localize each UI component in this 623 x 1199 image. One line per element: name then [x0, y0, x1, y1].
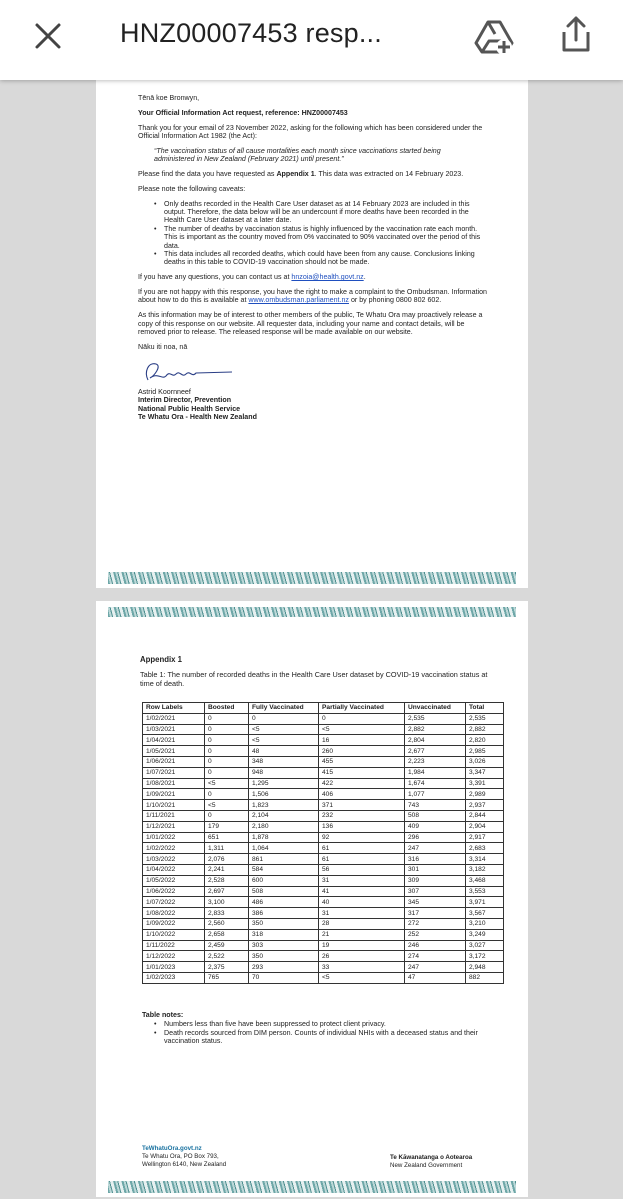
table-cell: 2,535 [405, 713, 466, 724]
table-row [143, 972, 504, 983]
table-cell: 584 [249, 864, 319, 875]
list-item: • The number of deaths by vaccination status is highly influenced by the vaccination rate each month. This is important as the country moved from 0% vaccinated to 90% vaccinated over the period of this data. [154, 225, 488, 250]
table-cell: 2,459 [205, 940, 249, 951]
table-cell: 1,984 [405, 767, 466, 778]
table-cell: 3,210 [466, 918, 504, 929]
table-cell: 0 [205, 756, 249, 767]
table-cell: 247 [405, 843, 466, 854]
table-cell: 136 [319, 821, 405, 832]
table-cell: 317 [405, 908, 466, 919]
table-cell: 1/09/2021 [143, 789, 205, 800]
table-cell: 2,522 [205, 951, 249, 962]
table-cell: 345 [405, 897, 466, 908]
table-cell: 41 [319, 886, 405, 897]
table-row [143, 724, 504, 735]
table-cell: 1,878 [249, 832, 319, 843]
table-row [143, 864, 504, 875]
email-link[interactable]: hnzoia@health.govt.nz [291, 273, 364, 282]
table-cell: 70 [249, 972, 319, 983]
table-cell: 3,347 [466, 767, 504, 778]
letter-paragraph: Thank you for your email of 23 November 2022, asking for the following which has been considered under the Official Information Act 1982 (the Act): [138, 123, 483, 140]
table-cell: 350 [249, 918, 319, 929]
table-cell: 2,104 [249, 810, 319, 821]
notes-heading: Table notes: [142, 1011, 184, 1019]
table-row [143, 897, 504, 908]
letter-body [138, 94, 488, 422]
table-cell: 61 [319, 854, 405, 865]
add-to-drive-icon[interactable] [474, 16, 514, 56]
table-header-row [143, 703, 504, 714]
table-cell: 2,882 [466, 724, 504, 735]
table-cell: 0 [205, 724, 249, 735]
table-cell: 743 [405, 800, 466, 811]
table-cell: 1/01/2022 [143, 832, 205, 843]
list-item: • Death records sourced from DIM person. Counts of individual NHIs with a deceased status and their vaccination status. [154, 1029, 482, 1046]
table-cell: 1,064 [249, 843, 319, 854]
table-cell: 1/04/2021 [143, 735, 205, 746]
list-item: • This data includes all recorded deaths, which could have been from any cause. Conclusions linking deaths in this table to COVID-19 vaccination should not be made. [154, 250, 488, 267]
table-cell: 1/10/2021 [143, 800, 205, 811]
table-row [143, 908, 504, 919]
table-cell: 0 [205, 810, 249, 821]
table-cell: 3,553 [466, 886, 504, 897]
table-row [143, 746, 504, 757]
table-row [143, 929, 504, 940]
table-cell: 422 [319, 778, 405, 789]
table-row [143, 810, 504, 821]
table-notes [142, 1011, 482, 1046]
table-cell: 2,241 [205, 864, 249, 875]
closing: Nāku iti noa, nā [138, 342, 188, 351]
table-cell: 1/01/2023 [143, 962, 205, 973]
table-cell: 2,180 [249, 821, 319, 832]
table-cell: 2,904 [466, 821, 504, 832]
table-cell: 1,295 [249, 778, 319, 789]
table-cell: 651 [205, 832, 249, 843]
table-row [143, 767, 504, 778]
table-cell: 1/12/2021 [143, 821, 205, 832]
notes-list [154, 1020, 482, 1045]
share-icon[interactable] [558, 14, 594, 54]
table-cell: 1,077 [405, 789, 466, 800]
table-row [143, 875, 504, 886]
table-cell: 318 [249, 929, 319, 940]
table-cell: 0 [205, 735, 249, 746]
footer-address: TeWhatuOra.govt.nz Te Whatu Ora, PO Box 793, Wellington 6140, New Zealand [142, 1145, 227, 1168]
table-cell: <5 [205, 800, 249, 811]
table-cell: 1/09/2022 [143, 918, 205, 929]
table-cell: 2,937 [466, 800, 504, 811]
table-cell: 309 [405, 875, 466, 886]
footer-url: TeWhatuOra.govt.nz [142, 1145, 202, 1152]
column-header: Row Labels [143, 703, 205, 714]
table-row [143, 854, 504, 865]
table-cell: 274 [405, 951, 466, 962]
table-cell: 179 [205, 821, 249, 832]
table-cell: 508 [405, 810, 466, 821]
table-cell: 247 [405, 962, 466, 973]
table-cell: 415 [319, 767, 405, 778]
table-row [143, 778, 504, 789]
column-header: Boosted [205, 703, 249, 714]
table-cell: 861 [249, 854, 319, 865]
table-cell: 3,468 [466, 875, 504, 886]
table-cell: 508 [249, 886, 319, 897]
table-cell: 386 [249, 908, 319, 919]
table-cell: 2,844 [466, 810, 504, 821]
table-row [143, 800, 504, 811]
table-row [143, 962, 504, 973]
table-cell: 0 [319, 713, 405, 724]
table-cell: 296 [405, 832, 466, 843]
table-cell: 21 [319, 929, 405, 940]
table-cell: 348 [249, 756, 319, 767]
table-cell: 3,182 [466, 864, 504, 875]
table-cell: 1/07/2021 [143, 767, 205, 778]
table-cell: 948 [249, 767, 319, 778]
table-cell: 1/06/2021 [143, 756, 205, 767]
table-cell: 26 [319, 951, 405, 962]
table-cell: 0 [249, 713, 319, 724]
table-cell: 406 [319, 789, 405, 800]
table-cell: 2,560 [205, 918, 249, 929]
table-row [143, 843, 504, 854]
table-cell: 47 [405, 972, 466, 983]
table-cell: 765 [205, 972, 249, 983]
table-body [143, 713, 504, 983]
table-cell: 246 [405, 940, 466, 951]
table-row [143, 832, 504, 843]
table-cell: 1/08/2022 [143, 908, 205, 919]
table-cell: 56 [319, 864, 405, 875]
table-cell: 232 [319, 810, 405, 821]
government-logo-text: Te Kāwanatanga o Aotearoa New Zealand Government [390, 1154, 473, 1169]
table-cell: 600 [249, 875, 319, 886]
ombudsman-link[interactable]: www.ombudsman.parliament.nz [248, 296, 349, 305]
table-cell: 455 [319, 756, 405, 767]
table-cell: 16 [319, 735, 405, 746]
decorative-band [108, 1181, 516, 1193]
table-cell: <5 [319, 724, 405, 735]
table-cell: 2,948 [466, 962, 504, 973]
table-cell: 31 [319, 875, 405, 886]
list-item: • Only deaths recorded in the Health Care User dataset as at 14 February 2023 are included in this output. Therefore, the data below will be an undercount if more deaths have been recorded in the Health Care User dataset at a later date. [154, 200, 488, 225]
table-cell: 1/03/2022 [143, 854, 205, 865]
table-cell: 0 [205, 713, 249, 724]
table-cell: 1,506 [249, 789, 319, 800]
table-cell: 252 [405, 929, 466, 940]
letter-paragraph: Please find the data you have requested as Appendix 1. This data was extracted on 14 February 2023. [138, 170, 464, 178]
table-cell: 1/05/2022 [143, 875, 205, 886]
top-app-bar [0, 0, 623, 80]
table-cell: 19 [319, 940, 405, 951]
table-row [143, 951, 504, 962]
table-cell: 0 [205, 789, 249, 800]
table-cell: 3,026 [466, 756, 504, 767]
table-cell: 293 [249, 962, 319, 973]
table-cell: 1/12/2022 [143, 951, 205, 962]
table-cell: 40 [319, 897, 405, 908]
table-cell: 3,391 [466, 778, 504, 789]
table-cell: 2,223 [405, 756, 466, 767]
table-cell: 2,375 [205, 962, 249, 973]
column-header: Partially Vaccinated [319, 703, 405, 714]
table-cell: 0 [205, 746, 249, 757]
table-cell: 1/11/2022 [143, 940, 205, 951]
table-cell: 2,697 [205, 886, 249, 897]
table-cell: 31 [319, 908, 405, 919]
close-icon[interactable] [30, 18, 66, 54]
table-row [143, 918, 504, 929]
table-cell: 1,674 [405, 778, 466, 789]
table-row [143, 735, 504, 746]
letter-paragraph: If you have any questions, you can contact us at hnzoia@health.govt.nz. [138, 273, 366, 282]
table-cell: 2,804 [405, 735, 466, 746]
table-cell: <5 [205, 778, 249, 789]
table-cell: 3,567 [466, 908, 504, 919]
table-cell: 2,833 [205, 908, 249, 919]
table-cell: 371 [319, 800, 405, 811]
column-header: Total [466, 703, 504, 714]
table-cell: 486 [249, 897, 319, 908]
caveats-intro: Please note the following caveats: [138, 184, 246, 193]
table-row [143, 886, 504, 897]
table-row [143, 756, 504, 767]
document-page-1 [96, 80, 528, 588]
table-cell: 92 [319, 832, 405, 843]
table-cell: 303 [249, 940, 319, 951]
table-cell: 409 [405, 821, 466, 832]
table-cell: 1/05/2021 [143, 746, 205, 757]
table-cell: 1,823 [249, 800, 319, 811]
table-cell: 61 [319, 843, 405, 854]
deaths-table [142, 702, 504, 984]
table-cell: 2,076 [205, 854, 249, 865]
table-cell: <5 [319, 972, 405, 983]
table-cell: 1/03/2021 [143, 724, 205, 735]
table-cell: <5 [249, 735, 319, 746]
table-cell: 2,535 [466, 713, 504, 724]
table-cell: 1/02/2023 [143, 972, 205, 983]
table-row [143, 821, 504, 832]
decorative-band [108, 572, 516, 584]
table-cell: 3,172 [466, 951, 504, 962]
table-cell: 2,882 [405, 724, 466, 735]
table-cell: 0 [205, 767, 249, 778]
table-cell: 3,971 [466, 897, 504, 908]
table-cell: 1/06/2022 [143, 886, 205, 897]
table-cell: 3,027 [466, 940, 504, 951]
table-cell: 301 [405, 864, 466, 875]
request-quote: “The vaccination status of all cause mortalities each month since vaccinations started being administered in New Zealand (February 2021) until present.” [154, 146, 441, 164]
table-cell: 2,820 [466, 735, 504, 746]
table-row [143, 713, 504, 724]
table-cell: 1/08/2021 [143, 778, 205, 789]
document-title: HNZ00007453 resp... [120, 18, 382, 48]
table-row [143, 940, 504, 951]
table-cell: 260 [319, 746, 405, 757]
document-page-2 [96, 601, 528, 1197]
table-cell: 2,677 [405, 746, 466, 757]
table-cell: 2,989 [466, 789, 504, 800]
table-cell: 1,311 [205, 843, 249, 854]
appendix-heading: Appendix 1 [140, 655, 183, 664]
table-cell: 350 [249, 951, 319, 962]
letter-subject: Your Official Information Act request, reference: HNZ00007453 [138, 108, 348, 117]
table-cell: 1/10/2022 [143, 929, 205, 940]
table-cell: 2,658 [205, 929, 249, 940]
table-row [143, 789, 504, 800]
table-cell: 2,985 [466, 746, 504, 757]
column-header: Fully Vaccinated [249, 703, 319, 714]
decorative-band [108, 607, 516, 617]
table-cell: 3,100 [205, 897, 249, 908]
table-cell: 1/02/2021 [143, 713, 205, 724]
table-cell: 1/04/2022 [143, 864, 205, 875]
letter-paragraph: As this information may be of interest to other members of the public, Te Whatu Ora may proactively release a copy of this response on our website. All requester data, including your name and contact details, will be removed prior to release. The released response will be made available on our website. [138, 311, 483, 337]
table-cell: 48 [249, 746, 319, 757]
table-cell: 33 [319, 962, 405, 973]
table-cell: 882 [466, 972, 504, 983]
signature [138, 358, 488, 386]
table-cell: 2,528 [205, 875, 249, 886]
table-cell: 272 [405, 918, 466, 929]
table-cell: 316 [405, 854, 466, 865]
table-cell: 307 [405, 886, 466, 897]
table-caption: Table 1: The number of recorded deaths in the Health Care User dataset by COVID-19 vaccination status at time of death. [140, 670, 488, 688]
table-cell: 1/11/2021 [143, 810, 205, 821]
table-cell: 1/07/2022 [143, 897, 205, 908]
table-cell: <5 [249, 724, 319, 735]
appendix-header [140, 655, 496, 697]
table-cell: 3,249 [466, 929, 504, 940]
signature-block: Astrid Koornneef Interim Director, Prevention National Public Health Service Te Whatu Ora - Health New Zealand [138, 387, 257, 422]
letter-paragraph: If you are not happy with this response, you have the right to make a complaint to the Ombudsman. Information about how to do this is available at www.ombudsman.parliament.nz or by phoning 0800 802 602. [138, 288, 487, 305]
table-cell: 2,683 [466, 843, 504, 854]
caveats-list [154, 200, 488, 267]
greeting: Tēnā koe Bronwyn, [138, 94, 200, 102]
table-cell: 28 [319, 918, 405, 929]
table-cell: 1/02/2022 [143, 843, 205, 854]
list-item: • Numbers less than five have been suppressed to protect client privacy. [154, 1020, 482, 1028]
table-cell: 3,314 [466, 854, 504, 865]
column-header: Unvaccinated [405, 703, 466, 714]
table-cell: 2,917 [466, 832, 504, 843]
